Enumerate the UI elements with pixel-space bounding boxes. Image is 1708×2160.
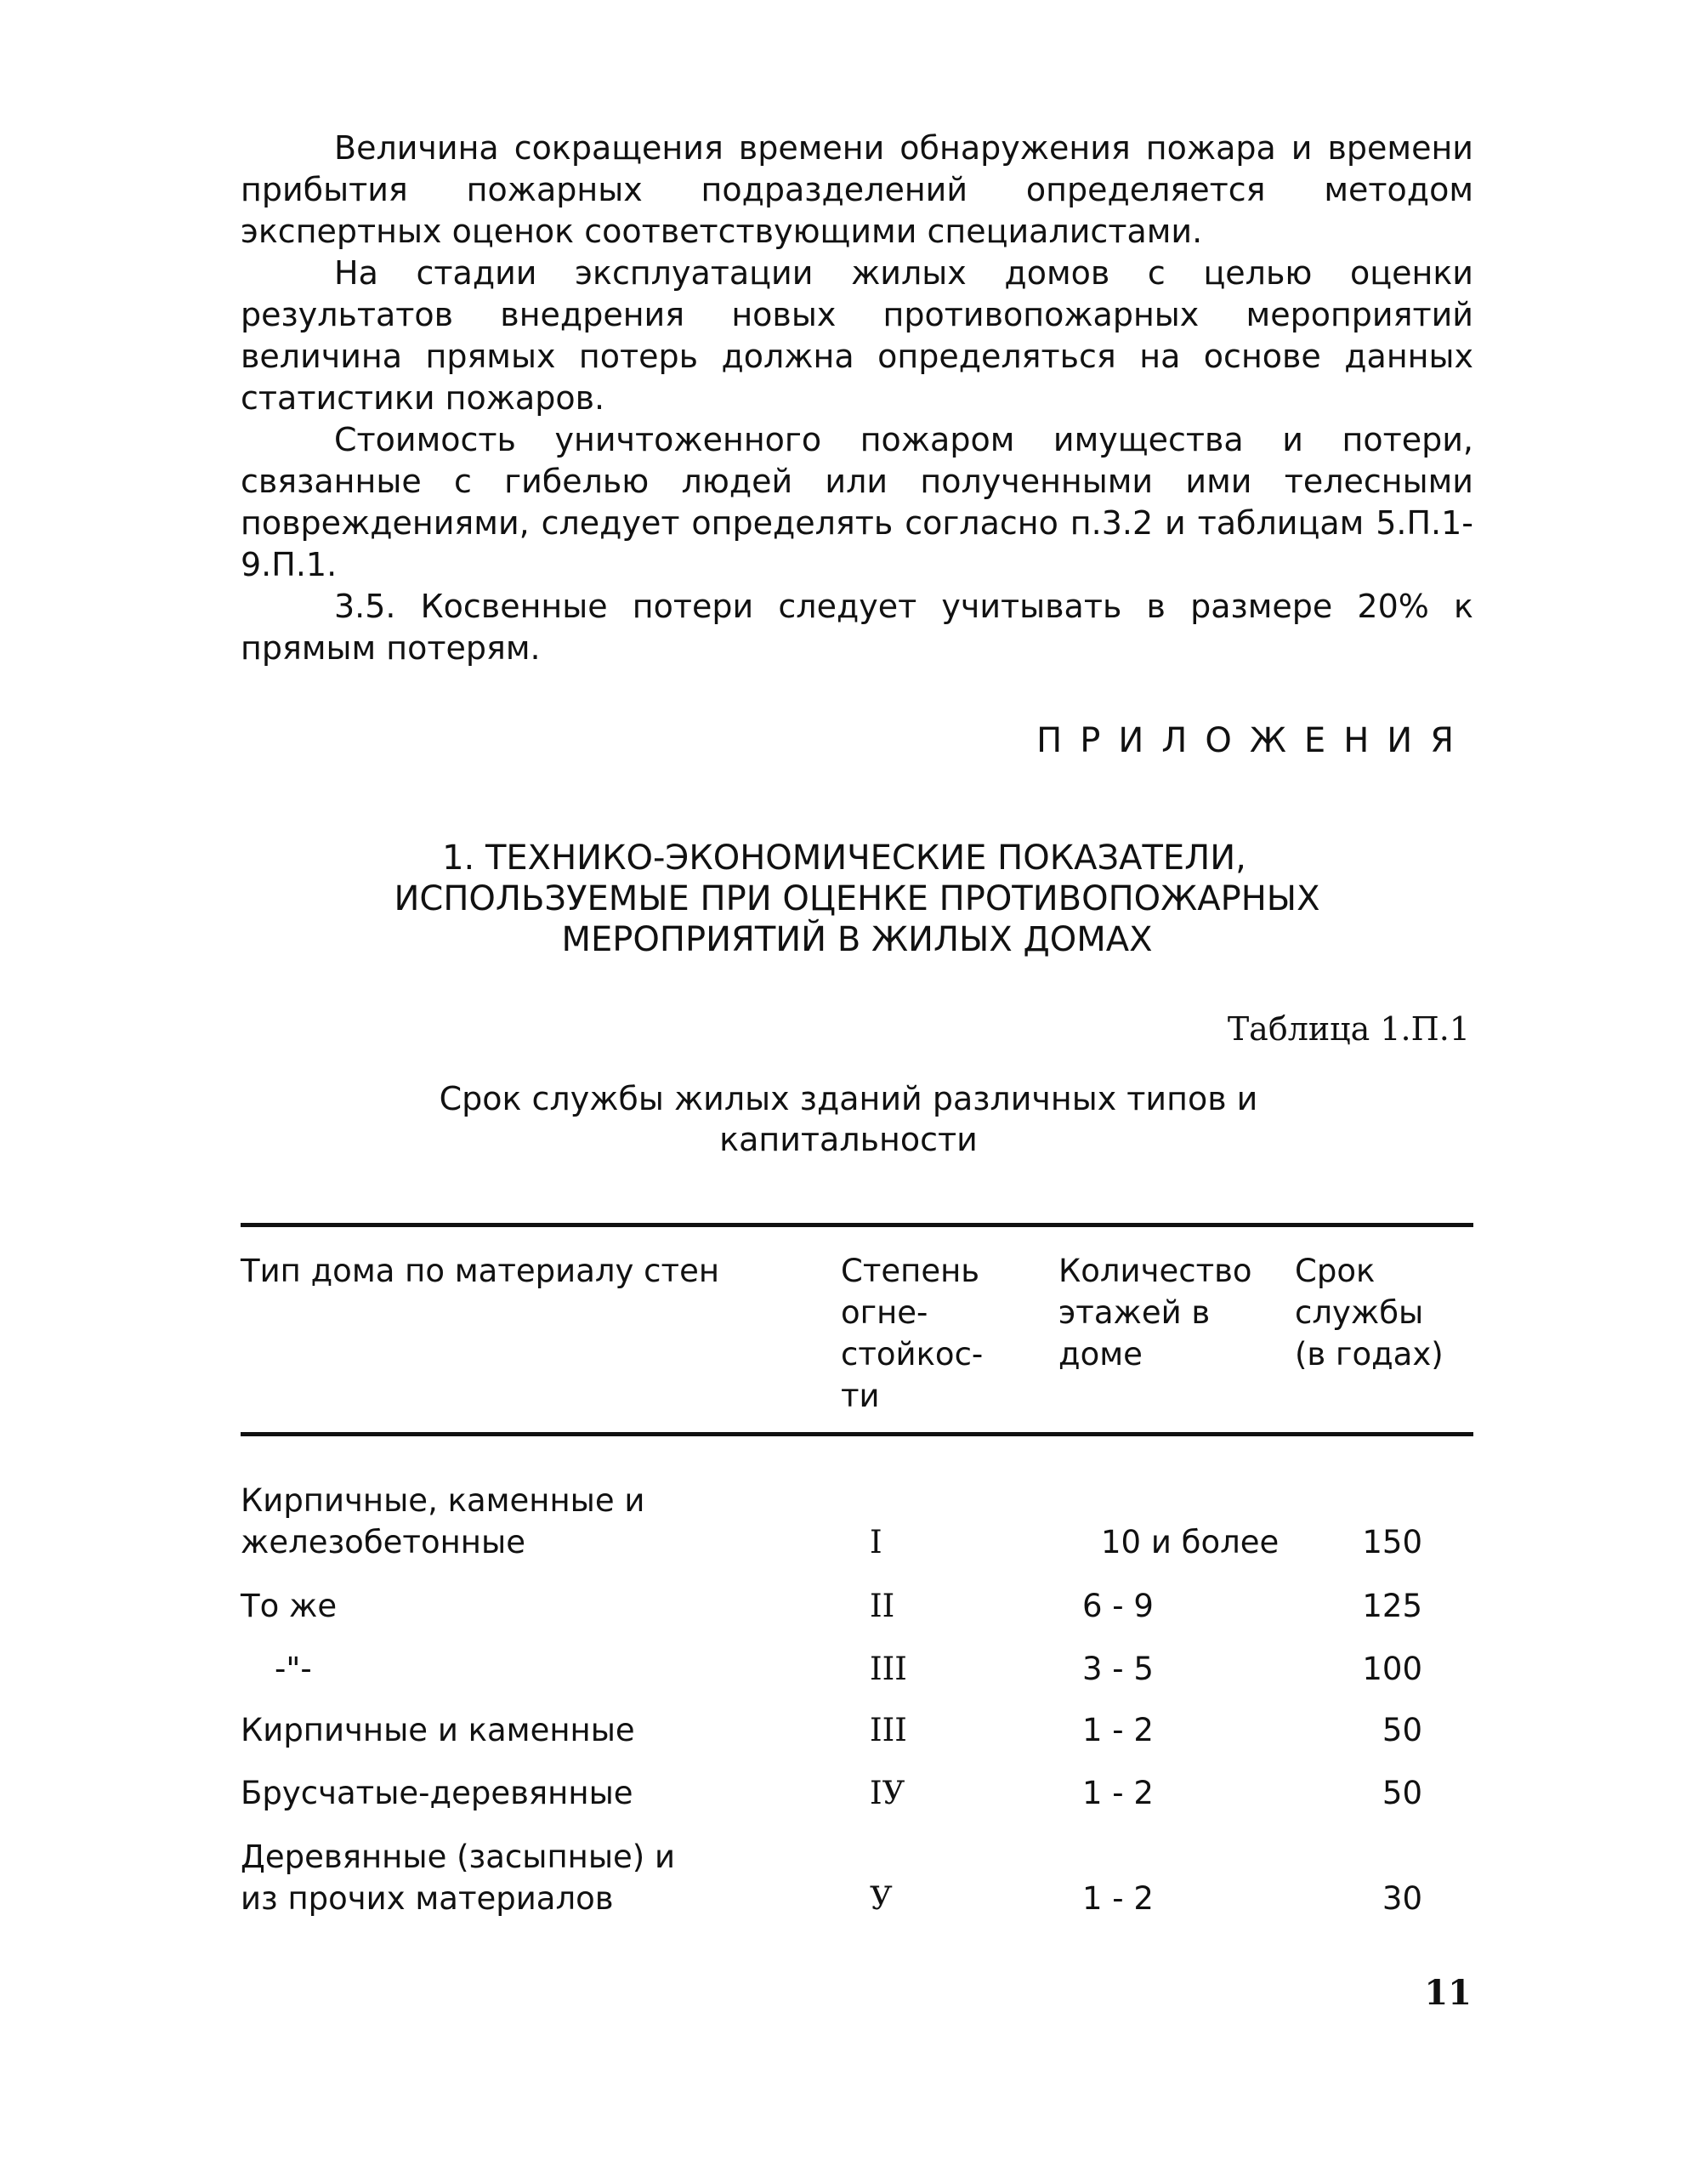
cell-wall-material: Деревянные (засыпные) и из прочих материалов bbox=[241, 1839, 676, 1917]
cell-fire-resistance: II bbox=[870, 1588, 895, 1624]
header-service-life: Срок службы (в годах) bbox=[1295, 1253, 1444, 1373]
cell-floor-count: 3 - 5 bbox=[1082, 1651, 1154, 1687]
cell-fire-resistance: IУ bbox=[870, 1775, 905, 1811]
cell-fire-resistance: III bbox=[870, 1651, 907, 1687]
table-top-rule bbox=[241, 1223, 1473, 1227]
header-floor-count: Количество этажей в доме bbox=[1058, 1253, 1252, 1373]
body-text bbox=[241, 128, 1473, 669]
cell-floor-count: 10 и более bbox=[1101, 1524, 1280, 1560]
paragraph-property-cost: Стоимость уничтоженного пожаром имущества и потери, связанные с гибелью людей или полученными ими телесными повреждениями, следует определять согласно п.3.2 и таблицам 5.П.1-9.П.1. bbox=[241, 421, 1473, 583]
cell-service-life: 50 bbox=[1382, 1775, 1422, 1811]
table-caption bbox=[241, 1078, 1473, 1160]
cell-service-life: 30 bbox=[1382, 1880, 1422, 1917]
table-header-rule bbox=[241, 1432, 1473, 1436]
cell-wall-material: То же bbox=[241, 1588, 338, 1624]
paragraph-detection-time: Величина сокращения времени обнаружения пожара и времени прибытия пожарных подразделений определяется методом экспертных оценок соответствующими специалистами. bbox=[241, 129, 1473, 250]
table-number: Таблица 1.П.1 bbox=[1227, 1010, 1470, 1048]
cell-floor-count: 6 - 9 bbox=[1082, 1588, 1154, 1624]
heading-line: ИСПОЛЬЗУЕМЫЕ ПРИ ОЦЕНКЕ ПРОТИВОПОЖАРНЫХ bbox=[394, 879, 1320, 918]
cell-service-life: 50 bbox=[1382, 1712, 1422, 1748]
header-wall-material: Тип дома по материалу стен bbox=[241, 1253, 720, 1289]
heading-line: 1. ТЕХНИКО-ЭКОНОМИЧЕСКИЕ ПОКАЗАТЕЛИ, bbox=[442, 838, 1246, 878]
heading-line: МЕРОПРИЯТИЙ В ЖИЛЫХ ДОМАХ bbox=[561, 920, 1153, 959]
caption-line: Срок службы жилых зданий различных типов и bbox=[439, 1080, 1258, 1117]
paragraph-indirect-losses: 3.5. Косвенные потери следует учитывать в размере 20% к прямым потерям. bbox=[241, 588, 1473, 667]
cell-wall-material: Кирпичные и каменные bbox=[241, 1712, 635, 1748]
cell-fire-resistance: III bbox=[870, 1712, 907, 1748]
cell-wall-material: Кирпичные, каменные и железобетонные bbox=[241, 1482, 645, 1560]
cell-floor-count: 1 - 2 bbox=[1082, 1712, 1154, 1748]
caption-line: капитальности bbox=[719, 1121, 978, 1158]
appendix-heading bbox=[241, 838, 1473, 960]
cell-fire-resistance: У bbox=[870, 1880, 893, 1917]
cell-service-life: 125 bbox=[1362, 1588, 1422, 1624]
page-number: 11 bbox=[1424, 1973, 1472, 2013]
paragraph-operation-stage: На стадии эксплуатации жилых домов с целью оценки результатов внедрения новых противопожарных мероприятий величина прямых потерь должна определяться на основе данных статистики пожаров. bbox=[241, 254, 1473, 417]
cell-service-life: 150 bbox=[1362, 1524, 1422, 1560]
cell-fire-resistance: I bbox=[870, 1524, 882, 1560]
header-fire-resistance: Степень огне- стойкос- ти bbox=[841, 1253, 984, 1414]
cell-floor-count: 1 - 2 bbox=[1082, 1775, 1154, 1811]
cell-wall-material: Брусчатые-деревянные bbox=[241, 1775, 633, 1811]
cell-wall-material: -"- bbox=[275, 1651, 312, 1687]
cell-service-life: 100 bbox=[1362, 1651, 1422, 1687]
section-label: ПРИЛОЖЕНИЯ bbox=[1036, 721, 1472, 760]
cell-floor-count: 1 - 2 bbox=[1082, 1880, 1154, 1917]
